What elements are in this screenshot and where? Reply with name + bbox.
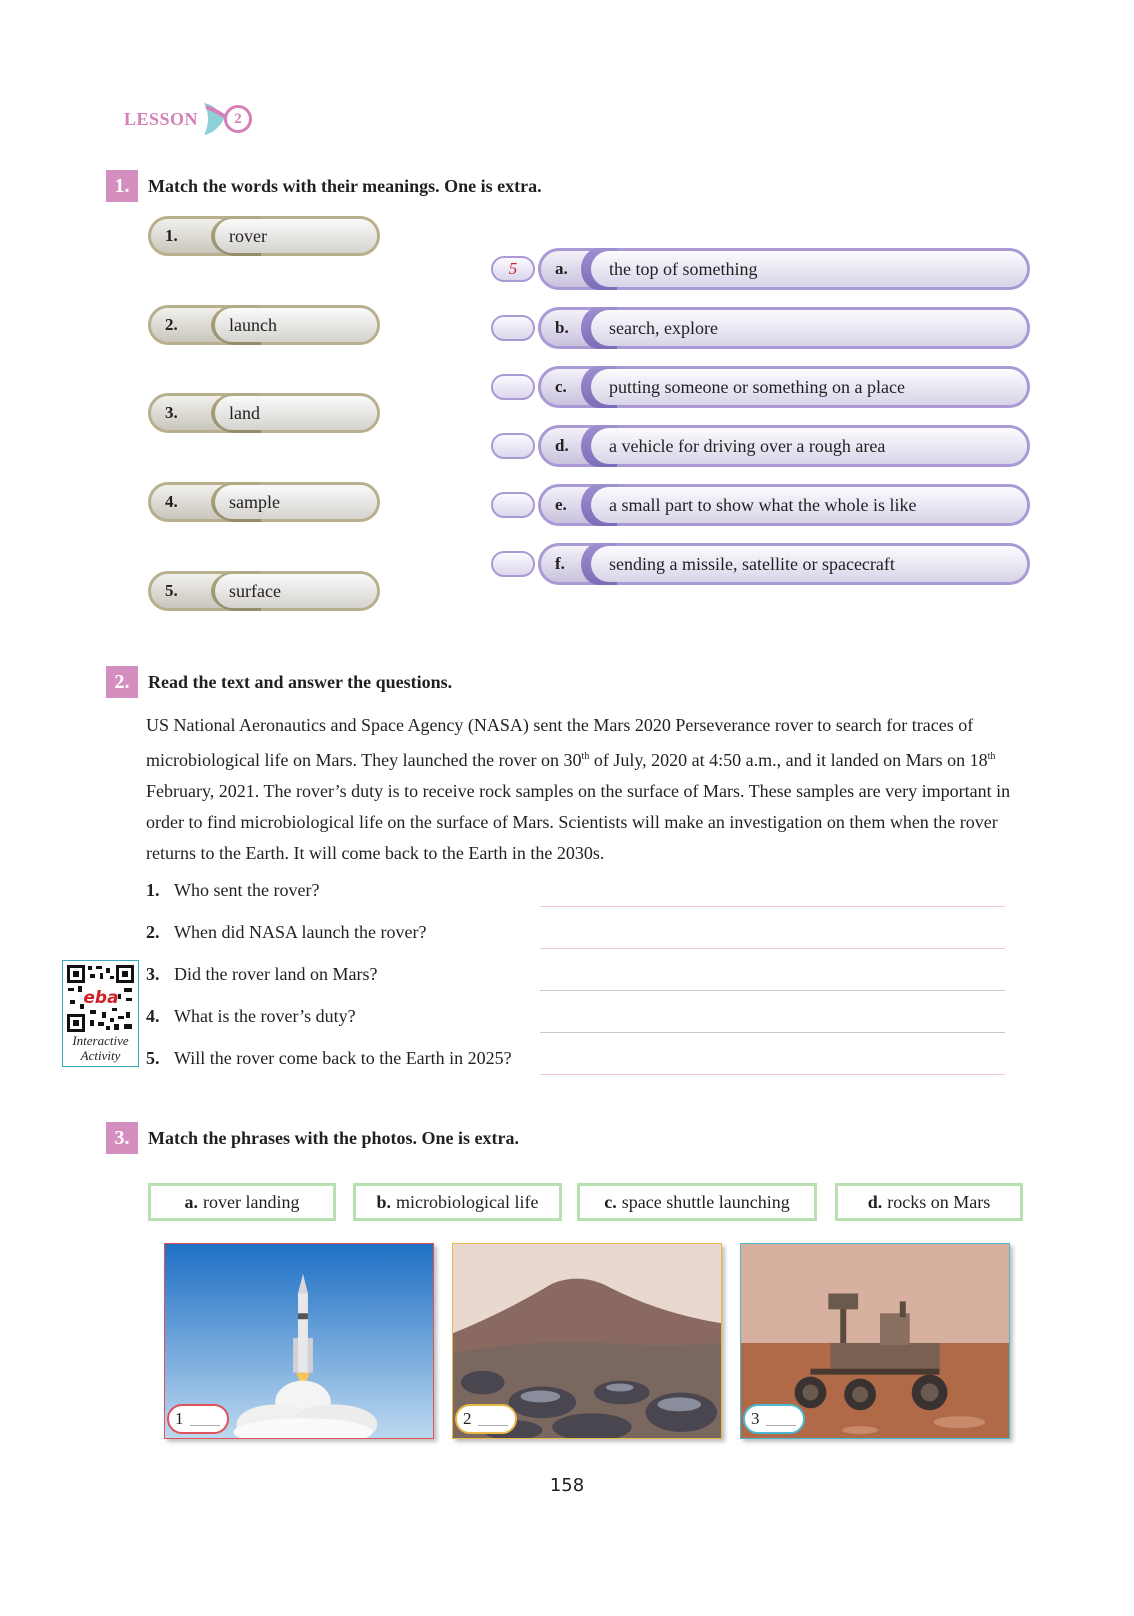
ordinal-suffix: th — [581, 751, 590, 762]
section-1-instruction: Match the words with their meanings. One is extra. — [148, 175, 542, 196]
word-item — [148, 571, 380, 611]
word-item — [148, 216, 380, 256]
meaning-letter: a. — [555, 259, 568, 278]
photo-number: 2 — [463, 1409, 472, 1428]
answer-box[interactable] — [491, 315, 535, 341]
answer-box[interactable] — [491, 433, 535, 459]
question-number: 1. — [146, 880, 160, 900]
meaning-letter: f. — [555, 554, 565, 573]
section-3-header — [106, 1122, 519, 1154]
answer-line[interactable] — [540, 1032, 1005, 1033]
section-2-instruction: Read the text and answer the questions. — [148, 671, 453, 692]
meaning-item — [538, 307, 1030, 349]
question-number: 4. — [146, 1006, 160, 1026]
word-text: sample — [215, 485, 377, 519]
qr-caption-line: Interactive — [72, 1033, 129, 1048]
lesson-badge — [202, 101, 252, 137]
qr-caption-line: Activity — [80, 1048, 121, 1063]
photo-mars-rover — [740, 1243, 1010, 1439]
question-text: Who sent the rover? — [174, 880, 320, 900]
meaning-text: a small part to show what the whole is like — [591, 487, 1027, 523]
lesson-header — [124, 106, 252, 132]
word-number: 5. — [165, 581, 178, 600]
meaning-letter: e. — [555, 495, 567, 514]
word-number: 1. — [165, 226, 178, 245]
question-text: Did the rover land on Mars? — [174, 964, 378, 984]
question-item — [146, 964, 377, 985]
phrase-text: space shuttle launching — [621, 1191, 790, 1212]
reading-passage — [146, 710, 1026, 869]
word-number: 2. — [165, 315, 178, 334]
phrase-item — [148, 1183, 336, 1221]
answer-box[interactable]: 5 — [491, 256, 535, 282]
section-3-number: 3. — [106, 1122, 138, 1154]
reading-text-part: of July, 2020 at 4:50 a.m., and it landed on Mars on 18 — [589, 750, 988, 770]
section-2-header — [106, 666, 452, 698]
question-item — [146, 1048, 512, 1069]
reading-text-part: US National Aeronautics and Space Agency (NASA) sent the Mars 2020 Perseverance rover to search for traces of microbiological life on Mars. They launched the rover on 30 — [146, 715, 974, 770]
word-text: rover — [215, 219, 377, 253]
answer-box[interactable] — [491, 374, 535, 400]
phrase-letter: c. — [604, 1191, 617, 1212]
meaning-text: putting someone or something on a place — [591, 369, 1027, 405]
meaning-text: a vehicle for driving over a rough area — [591, 428, 1027, 464]
meaning-letter: c. — [555, 377, 567, 396]
word-text: launch — [215, 308, 377, 342]
photo-number-tag[interactable] — [167, 1404, 229, 1434]
qr-code-icon[interactable] — [66, 964, 135, 1033]
question-text: Will the rover come back to the Earth in 2025? — [174, 1048, 512, 1068]
answer-box[interactable] — [491, 551, 535, 577]
answer-box[interactable] — [491, 492, 535, 518]
qr-caption — [63, 1033, 138, 1063]
word-item — [148, 393, 380, 433]
question-text: When did NASA launch the rover? — [174, 922, 427, 942]
answer-line[interactable] — [540, 1074, 1005, 1075]
photo-number: 3 — [751, 1409, 760, 1428]
meaning-item — [538, 248, 1030, 290]
word-number: 4. — [165, 492, 178, 511]
section-3-instruction: Match the phrases with the photos. One is extra. — [148, 1127, 519, 1148]
answer-line[interactable] — [540, 948, 1005, 949]
meaning-text: sending a missile, satellite or spacecraft — [591, 546, 1027, 582]
phrase-item — [835, 1183, 1023, 1221]
section-1-header — [106, 170, 542, 202]
phrase-letter: b. — [376, 1191, 392, 1212]
phrase-text: rocks on Mars — [887, 1191, 991, 1212]
answer-line[interactable] — [540, 906, 1005, 907]
meaning-item — [538, 425, 1030, 467]
qr-activity-box[interactable] — [62, 960, 139, 1067]
reading-text-part: February, 2021. The rover’s duty is to receive rock samples on the surface of Mars. These samples are very important in order to find microbiological life on the surface of Mars. Scientists will make an investigation on them when the rover returns to the Earth. It will come back to the Earth in the 2030s. — [146, 781, 1011, 863]
phrase-letter: d. — [867, 1191, 883, 1212]
meaning-text: the top of something — [591, 251, 1027, 287]
section-1-number: 1. — [106, 170, 138, 202]
phrase-item — [577, 1183, 817, 1221]
meaning-item — [538, 484, 1030, 526]
meaning-letter: b. — [555, 318, 569, 337]
question-number: 2. — [146, 922, 160, 942]
lesson-number: 2 — [224, 105, 252, 133]
word-text: surface — [215, 574, 377, 608]
meaning-text: search, explore — [591, 310, 1027, 346]
question-number: 3. — [146, 964, 160, 984]
question-number: 5. — [146, 1048, 160, 1068]
photo-number-tag[interactable] — [455, 1404, 517, 1434]
photo-mars-rocks — [452, 1243, 722, 1439]
section-2-number: 2. — [106, 666, 138, 698]
qr-logo-text: eba — [83, 988, 119, 1008]
photo-number-tag[interactable] — [743, 1404, 805, 1434]
meaning-item — [538, 366, 1030, 408]
page-number: 158 — [549, 1475, 585, 1496]
word-item — [148, 482, 380, 522]
phrase-text: rover landing — [203, 1191, 300, 1212]
meaning-letter: d. — [555, 436, 569, 455]
question-item — [146, 922, 426, 943]
phrase-letter: a. — [184, 1191, 199, 1212]
ordinal-suffix: th — [987, 751, 996, 762]
word-item — [148, 305, 380, 345]
word-text: land — [215, 396, 377, 430]
phrase-text: microbiological life — [396, 1191, 539, 1212]
meaning-item — [538, 543, 1030, 585]
question-text: What is the rover’s duty? — [174, 1006, 356, 1026]
photo-rocket-launch — [164, 1243, 434, 1439]
photo-number: 1 — [175, 1409, 184, 1428]
question-item — [146, 1006, 356, 1027]
answer-line[interactable] — [540, 990, 1005, 991]
lesson-label: LESSON — [124, 108, 199, 129]
question-item — [146, 880, 319, 901]
phrase-item — [353, 1183, 562, 1221]
word-number: 3. — [165, 403, 178, 422]
